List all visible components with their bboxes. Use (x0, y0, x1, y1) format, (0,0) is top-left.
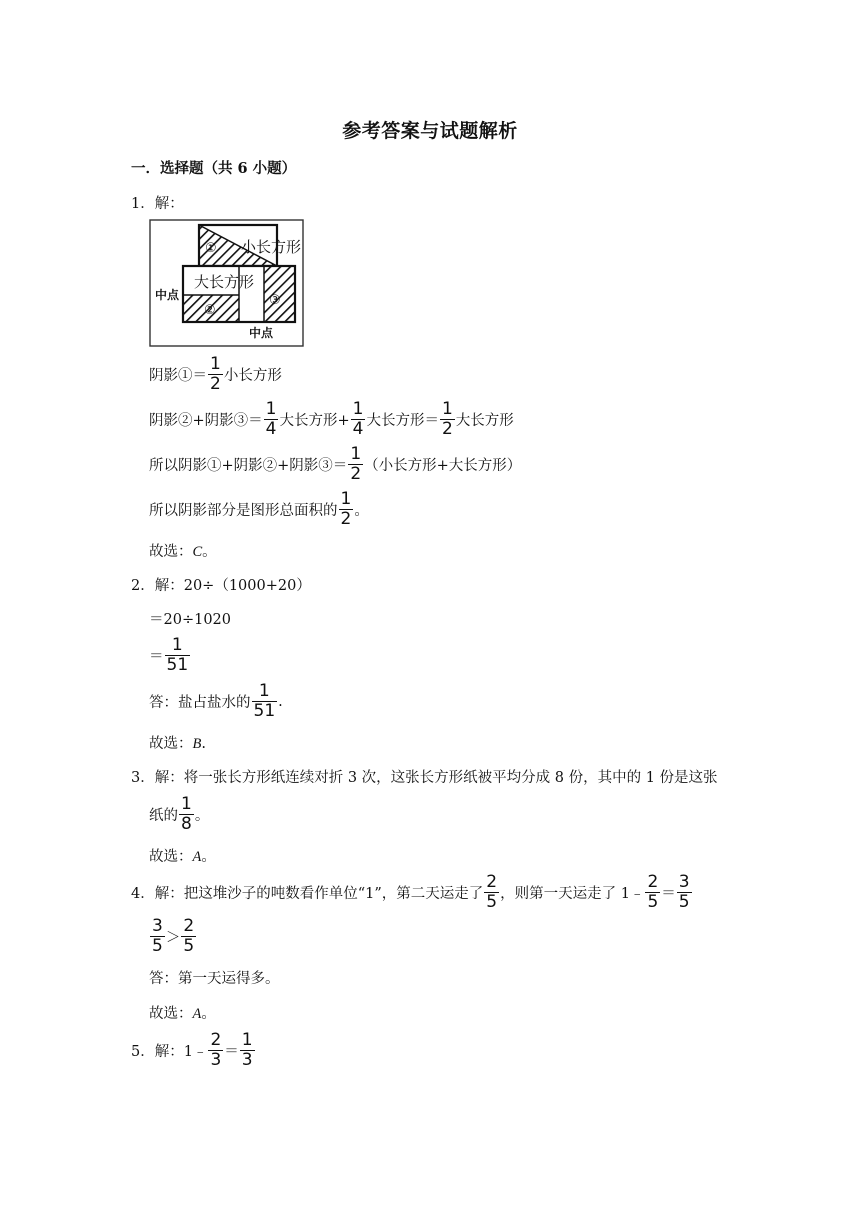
fraction: $\frac{1}{2}$ (210, 354, 221, 394)
q4-choice: 故选：A。 (149, 1006, 216, 1022)
fraction: $\frac{1}{8}$ (181, 794, 192, 834)
fraction: $\frac{1}{2}$ (441, 399, 453, 439)
fraction: $\frac{3}{5}$ (152, 916, 163, 956)
q3-head: 3．解：将一张长方形纸连续对折 3 次，这张长方形纸被平均分成 8 份，其中的 1 份是这张 (131, 770, 718, 786)
q1-line-2: 阴影②+阴影③＝ $\frac{1}{4}$ 大长方形+ $\frac{1}{4}$ 大长方形＝ $\frac{1}{2}$ 大长方形 (149, 399, 514, 439)
section-heading: 一．选择题（共 6 小题） (131, 160, 297, 177)
fraction: $\frac{1}{51}$ (166, 635, 189, 675)
q2-line-1: ＝20÷1020 (149, 612, 232, 628)
fraction: $\frac{1}{3}$ (241, 1030, 253, 1070)
rectangles-diagram (149, 219, 304, 347)
q3-choice: 故选：A。 (149, 849, 216, 865)
fraction: $\frac{2}{5}$ (486, 872, 498, 912)
fraction: $\frac{2}{3}$ (210, 1030, 222, 1070)
q2-line-3: 答：盐占盐水的 $\frac{1}{51}$ . (149, 681, 283, 721)
label-midpoint-bottom: 中点 (249, 326, 274, 340)
page-title: 参考答案与试题解析 (342, 120, 518, 142)
q1-figure (149, 219, 304, 351)
q4-line-1: $\frac{3}{5}$ ＞ $\frac{2}{5}$ (152, 916, 195, 956)
label-circle-3: ③ (269, 293, 281, 308)
fraction: $\frac{2}{5}$ (183, 916, 195, 956)
q1-head: 1．解： (131, 196, 184, 212)
q4-head: 4．解：把这堆沙子的吨数看作单位“1”，第二天运走了 $\frac{2}{5}$ ，则第一天运走了 1﹣ $\frac{2}{5}$ ＝ $\frac{3}{5}$ (131, 872, 690, 912)
answer-letter: B (192, 736, 202, 752)
fraction: $\frac{1}{4}$ (265, 399, 277, 439)
q1-choice: 故选：C。 (149, 544, 217, 560)
answer-letter: A (192, 849, 202, 865)
fraction: $\frac{1}{4}$ (352, 399, 364, 439)
fraction: $\frac{1}{2}$ (350, 444, 362, 484)
q3-line-1: 纸的 $\frac{1}{8}$ 。 (149, 794, 210, 834)
q1-line-3: 所以阴影①+阴影②+阴影③＝ $\frac{1}{2}$ （小长方形+大长方形） (149, 444, 522, 484)
q1-line-1: 阴影①＝ $\frac{1}{2}$ 小长方形 (149, 354, 282, 394)
q1-line-4: 所以阴影部分是图形总面积的 $\frac{1}{2}$ 。 (149, 489, 369, 529)
label-big-rectangle: 大长方形 (194, 273, 255, 291)
q2-head: 2．解：20÷（1000+20） (131, 578, 311, 594)
q5-head: 5．解：1﹣ $\frac{2}{3}$ ＝ $\frac{1}{3}$ (131, 1030, 253, 1070)
label-midpoint-left: 中点 (155, 288, 180, 302)
label-small-rectangle: 小长方形 (241, 238, 302, 256)
q4-line-2: 答：第一天运得多。 (149, 971, 280, 987)
fraction: $\frac{1}{2}$ (340, 489, 352, 529)
q2-choice: 故选：B. (149, 736, 206, 752)
answer-letter: A (192, 1006, 202, 1022)
label-circle-1: ① (205, 241, 217, 256)
fraction: $\frac{1}{51}$ (253, 681, 276, 721)
q2-line-2: ＝ $\frac{1}{51}$ (149, 635, 189, 675)
label-circle-2: ② (204, 303, 216, 318)
fraction: $\frac{3}{5}$ (678, 872, 690, 912)
answer-letter: C (192, 544, 203, 560)
fraction: $\frac{2}{5}$ (647, 872, 659, 912)
